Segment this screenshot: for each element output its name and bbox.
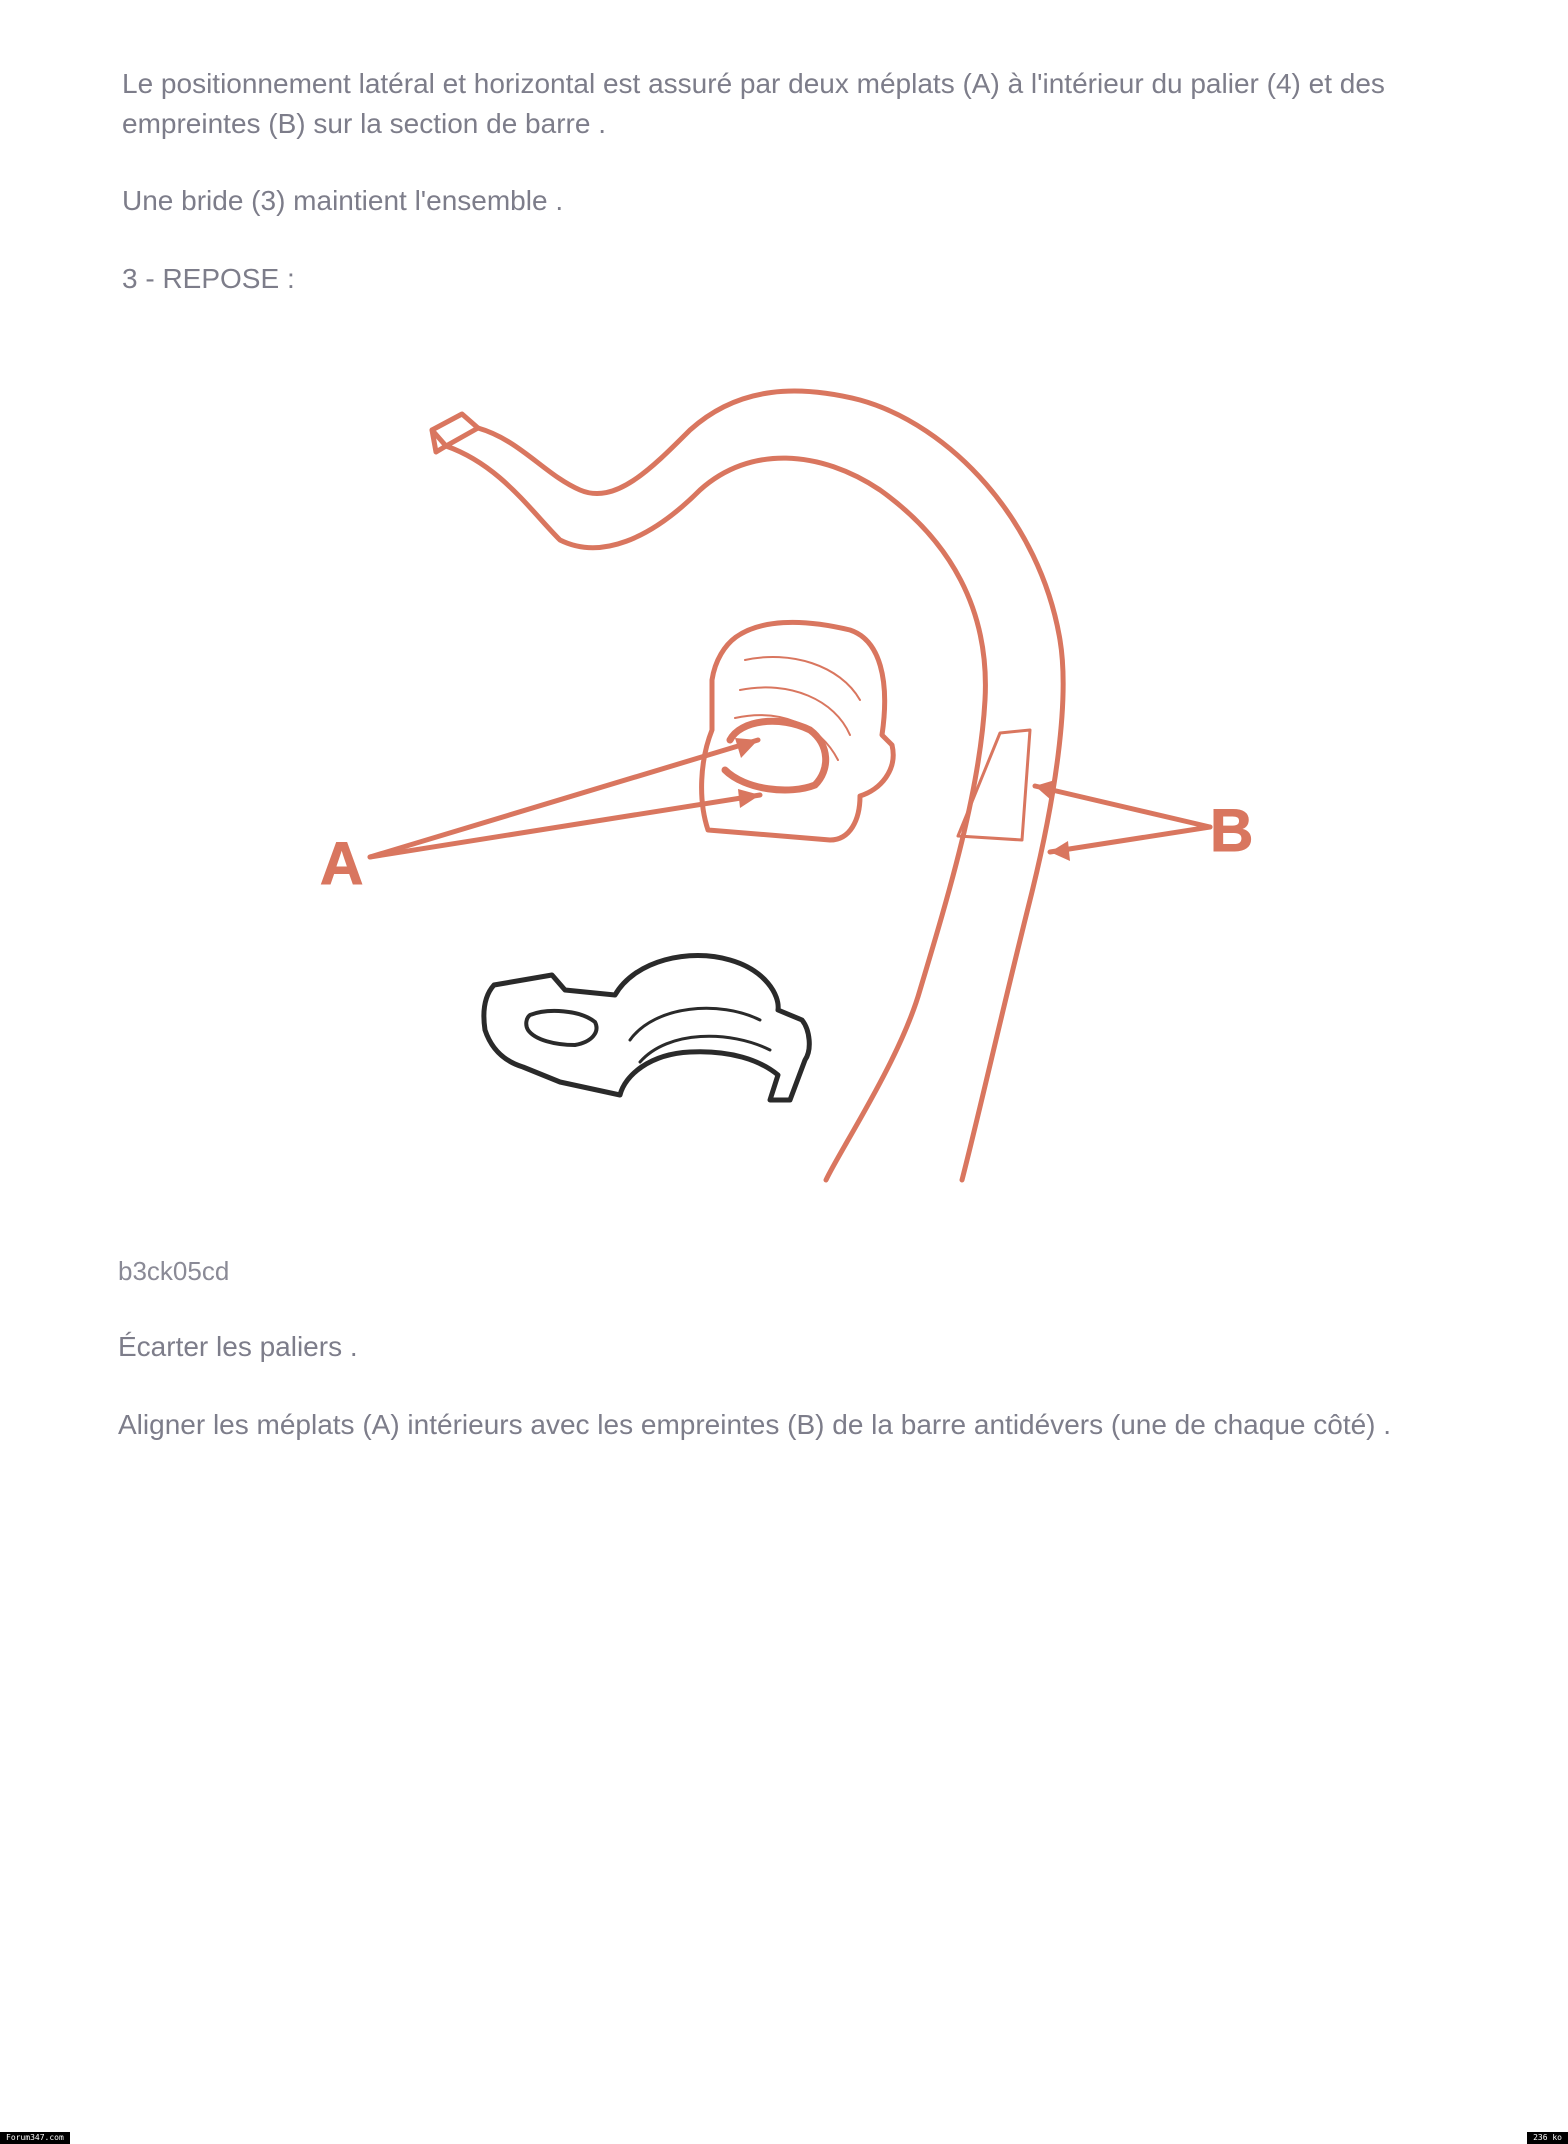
label-b: B bbox=[1210, 797, 1254, 864]
footer-site-label: Forum347.com bbox=[0, 2132, 70, 2144]
clamp-groove-1 bbox=[630, 1008, 760, 1040]
arrow-a-lower bbox=[370, 795, 760, 857]
repose-heading: 3 - REPOSE : bbox=[122, 263, 295, 294]
arrowhead-b-lower bbox=[1050, 841, 1070, 861]
aligner-paragraph: Aligner les méplats (A) intérieurs avec les empreintes (B) de la barre antidévers (une de chaque côté) . bbox=[118, 1409, 1392, 1440]
intro-paragraph: Le positionnement latéral et horizontal est assuré par deux méplats (A) à l'intérieur du palier (4) et des empreintes (B) sur la section de barre . bbox=[122, 68, 1385, 139]
bearing-outline bbox=[702, 622, 894, 840]
bearing-inner-curve bbox=[725, 721, 826, 790]
bar-end-tab bbox=[432, 414, 478, 446]
bearing-groove-2 bbox=[740, 687, 850, 735]
bride-paragraph: Une bride (3) maintient l'ensemble . bbox=[122, 185, 564, 216]
arrow-b-upper bbox=[1035, 786, 1210, 827]
arrowhead-a-lower bbox=[738, 789, 760, 808]
footer-size-label: 236 ko bbox=[1527, 2132, 1568, 2144]
label-a: A bbox=[320, 830, 364, 897]
imprint-b bbox=[958, 730, 1030, 840]
clamp-slot bbox=[526, 1011, 596, 1045]
clamp-drawing bbox=[484, 955, 809, 1100]
clamp-outline bbox=[484, 955, 809, 1100]
ecarter-paragraph: Écarter les paliers . bbox=[118, 1331, 358, 1362]
arrow-b-lower bbox=[1050, 827, 1210, 852]
arrowhead-a-upper bbox=[735, 738, 758, 758]
image-code: b3ck05cd bbox=[118, 1256, 230, 1286]
